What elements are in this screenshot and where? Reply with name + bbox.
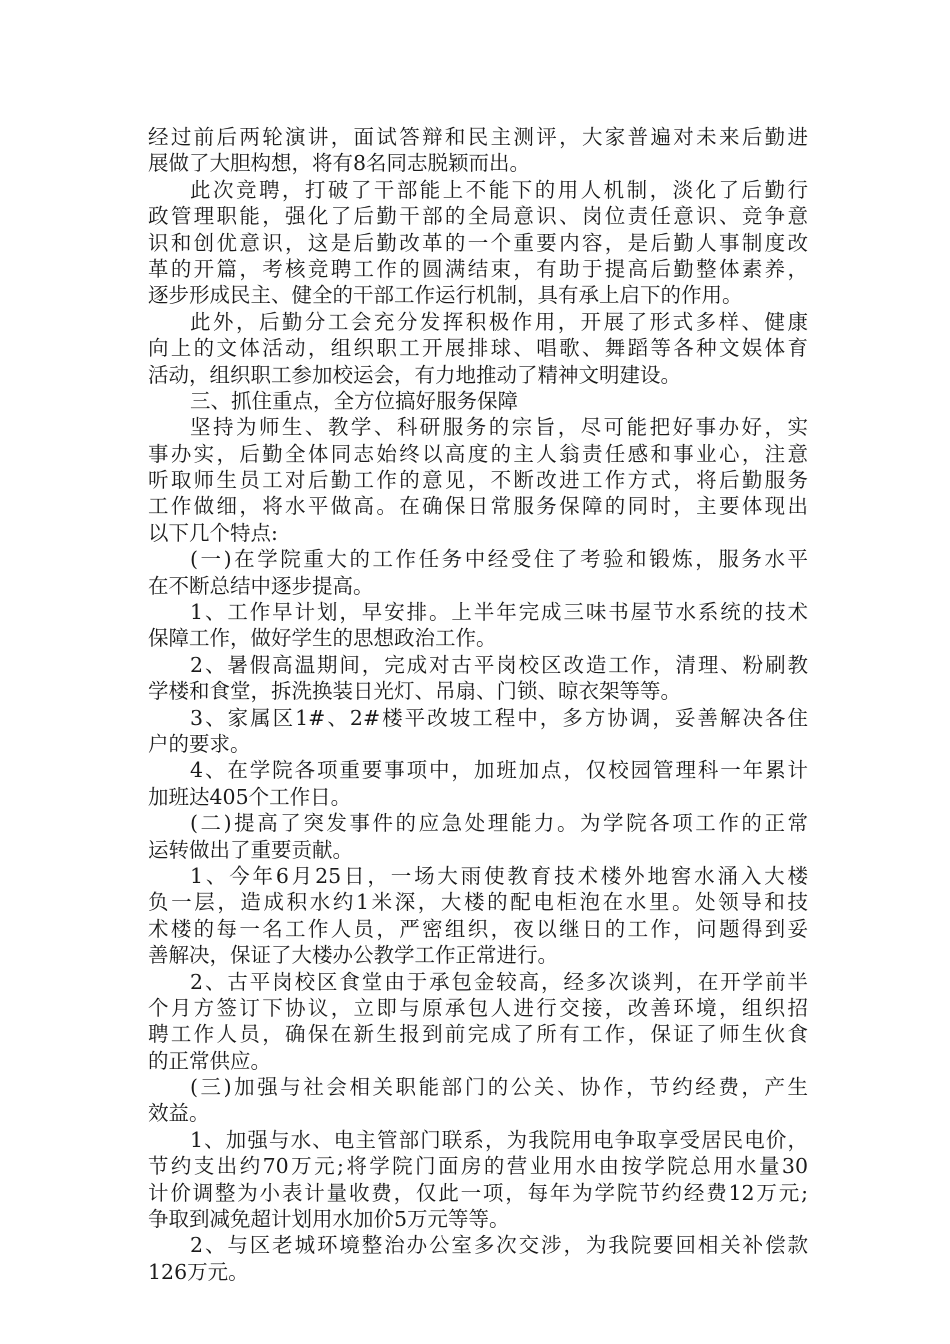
paragraph-14-line-0: 1、加强与水、电主管部门联系，为我院用电争取享受居民电价， <box>190 1127 808 1152</box>
paragraph-14-line-1: 节约支出约70万元;将学院门面房的营业用水由按学院总用水量30 <box>148 1154 808 1179</box>
paragraph-13-line-1: 效益。 <box>148 1101 210 1126</box>
paragraph-6-line-1: 保障工作，做好学生的思想政治工作。 <box>148 626 497 651</box>
paragraph-11-line-2: 术楼的每一名工作人员，严密组织，夜以继日的工作，问题得到妥 <box>148 916 808 941</box>
paragraph-8-line-0: 3、家属区1#、2#楼平改坡工程中，多方协调，妥善解决各住 <box>190 705 808 730</box>
paragraph-12-line-0: 2、古平岗校区食堂由于承包金较高，经多次谈判，在开学前半 <box>190 969 808 994</box>
paragraph-11-line-0: 1、今年6月25日，一场大雨使教育技术楼外地窖水涌入大楼 <box>190 863 808 888</box>
paragraph-5-line-1: 在不断总结中逐步提高。 <box>148 573 374 598</box>
paragraph-4-line-0: 坚持为师生、教学、科研服务的宗旨，尽可能把好事办好，实 <box>190 415 808 440</box>
paragraph-4-line-2: 听取师生员工对后勤工作的意见，不断改进工作方式，将后勤服务 <box>148 468 808 493</box>
paragraph-1-line-3: 革的开篇，考核竞聘工作的圆满结束，有助于提高后勤整体素养， <box>148 256 808 281</box>
paragraph-15-line-0: 2、与区老城环境整治办公室多次交涉，为我院要回相关补偿款 <box>190 1233 808 1258</box>
paragraph-1-line-4: 逐步形成民主、健全的干部工作运行机制，具有承上启下的作用。 <box>148 283 743 308</box>
paragraph-2-line-1: 向上的文体活动，组织职工开展排球、唱歌、舞蹈等各种文娱体育 <box>148 336 808 361</box>
paragraph-13-line-0: (三)加强与社会相关职能部门的公关、协作，节约经费，产生 <box>190 1075 808 1100</box>
paragraph-7-line-1: 学楼和食堂，拆洗换装日光灯、吊扇、门锁、晾衣架等等。 <box>148 679 681 704</box>
paragraph-12-line-1: 个月方签订下协议，立即与原承包人进行交接，改善环境，组织招 <box>148 995 808 1020</box>
paragraph-7-line-0: 2、暑假高温期间，完成对古平岗校区改造工作，清理、粉刷教 <box>190 652 808 677</box>
paragraph-8-line-1: 户的要求。 <box>148 731 251 756</box>
paragraph-9-line-1: 加班达405个工作日。 <box>148 784 352 809</box>
paragraph-6-line-0: 1、工作早计划，早安排。上半年完成三味书屋节水系统的技术 <box>190 600 808 625</box>
paragraph-2-line-0: 此外，后勤分工会充分发挥积极作用，开展了形式多样、健康 <box>190 309 808 334</box>
paragraph-1-line-1: 政管理职能，强化了后勤干部的全局意识、岗位责任意识、竞争意 <box>148 204 808 229</box>
paragraph-10-line-0: (二)提高了突发事件的应急处理能力。为学院各项工作的正常 <box>190 811 808 836</box>
paragraph-12-line-2: 聘工作人员，确保在新生报到前完成了所有工作，保证了师生伙食 <box>148 1022 808 1047</box>
paragraph-2-line-2: 活动，组织职工参加校运会，有力地推动了精神文明建设。 <box>148 362 681 387</box>
paragraph-14-line-2: 计价调整为小表计量收费，仅此一项，每年为学院节约经费12万元; <box>148 1180 808 1205</box>
paragraph-15-line-1: 126万元。 <box>148 1259 249 1284</box>
paragraph-4-line-4: 以下几个特点: <box>148 520 278 545</box>
paragraph-0-line-1: 展做了大胆构想，将有8名同志脱颖而出。 <box>148 151 531 176</box>
paragraph-11-line-3: 善解决，保证了大楼办公教学工作正常进行。 <box>148 943 558 968</box>
paragraph-1-line-2: 识和创优意识，这是后勤改革的一个重要内容，是后勤人事制度改 <box>148 230 808 255</box>
paragraph-12-line-3: 的正常供应。 <box>148 1048 271 1073</box>
paragraph-4-line-1: 事办实，后勤全体同志始终以高度的主人翁责任感和事业心，注意 <box>148 441 808 466</box>
paragraph-14-line-3: 争取到减免超计划用水加价5万元等等。 <box>148 1207 510 1232</box>
document-body <box>148 124 808 1285</box>
paragraph-5-line-0: (一)在学院重大的工作任务中经受住了考验和锻炼，服务水平 <box>190 547 808 572</box>
paragraph-11-line-1: 负一层，造成积水约1米深，大楼的配电柜泡在水里。处领导和技 <box>148 890 808 915</box>
paragraph-0-line-0: 经过前后两轮演讲，面试答辩和民主测评，大家普遍对未来后勤进 <box>148 125 808 149</box>
paragraph-9-line-0: 4、在学院各项重要事项中，加班加点，仅校园管理科一年累计 <box>190 758 808 783</box>
paragraph-4-line-3: 工作做细，将水平做高。在确保日常服务保障的同时，主要体现出 <box>148 494 808 519</box>
paragraph-3-line-0: 三、抓住重点，全方位搞好服务保障 <box>190 388 518 413</box>
paragraph-10-line-1: 运转做出了重要贡献。 <box>148 837 353 862</box>
paragraph-1-line-0: 此次竞聘，打破了干部能上不能下的用人机制，淡化了后勤行 <box>190 177 808 202</box>
